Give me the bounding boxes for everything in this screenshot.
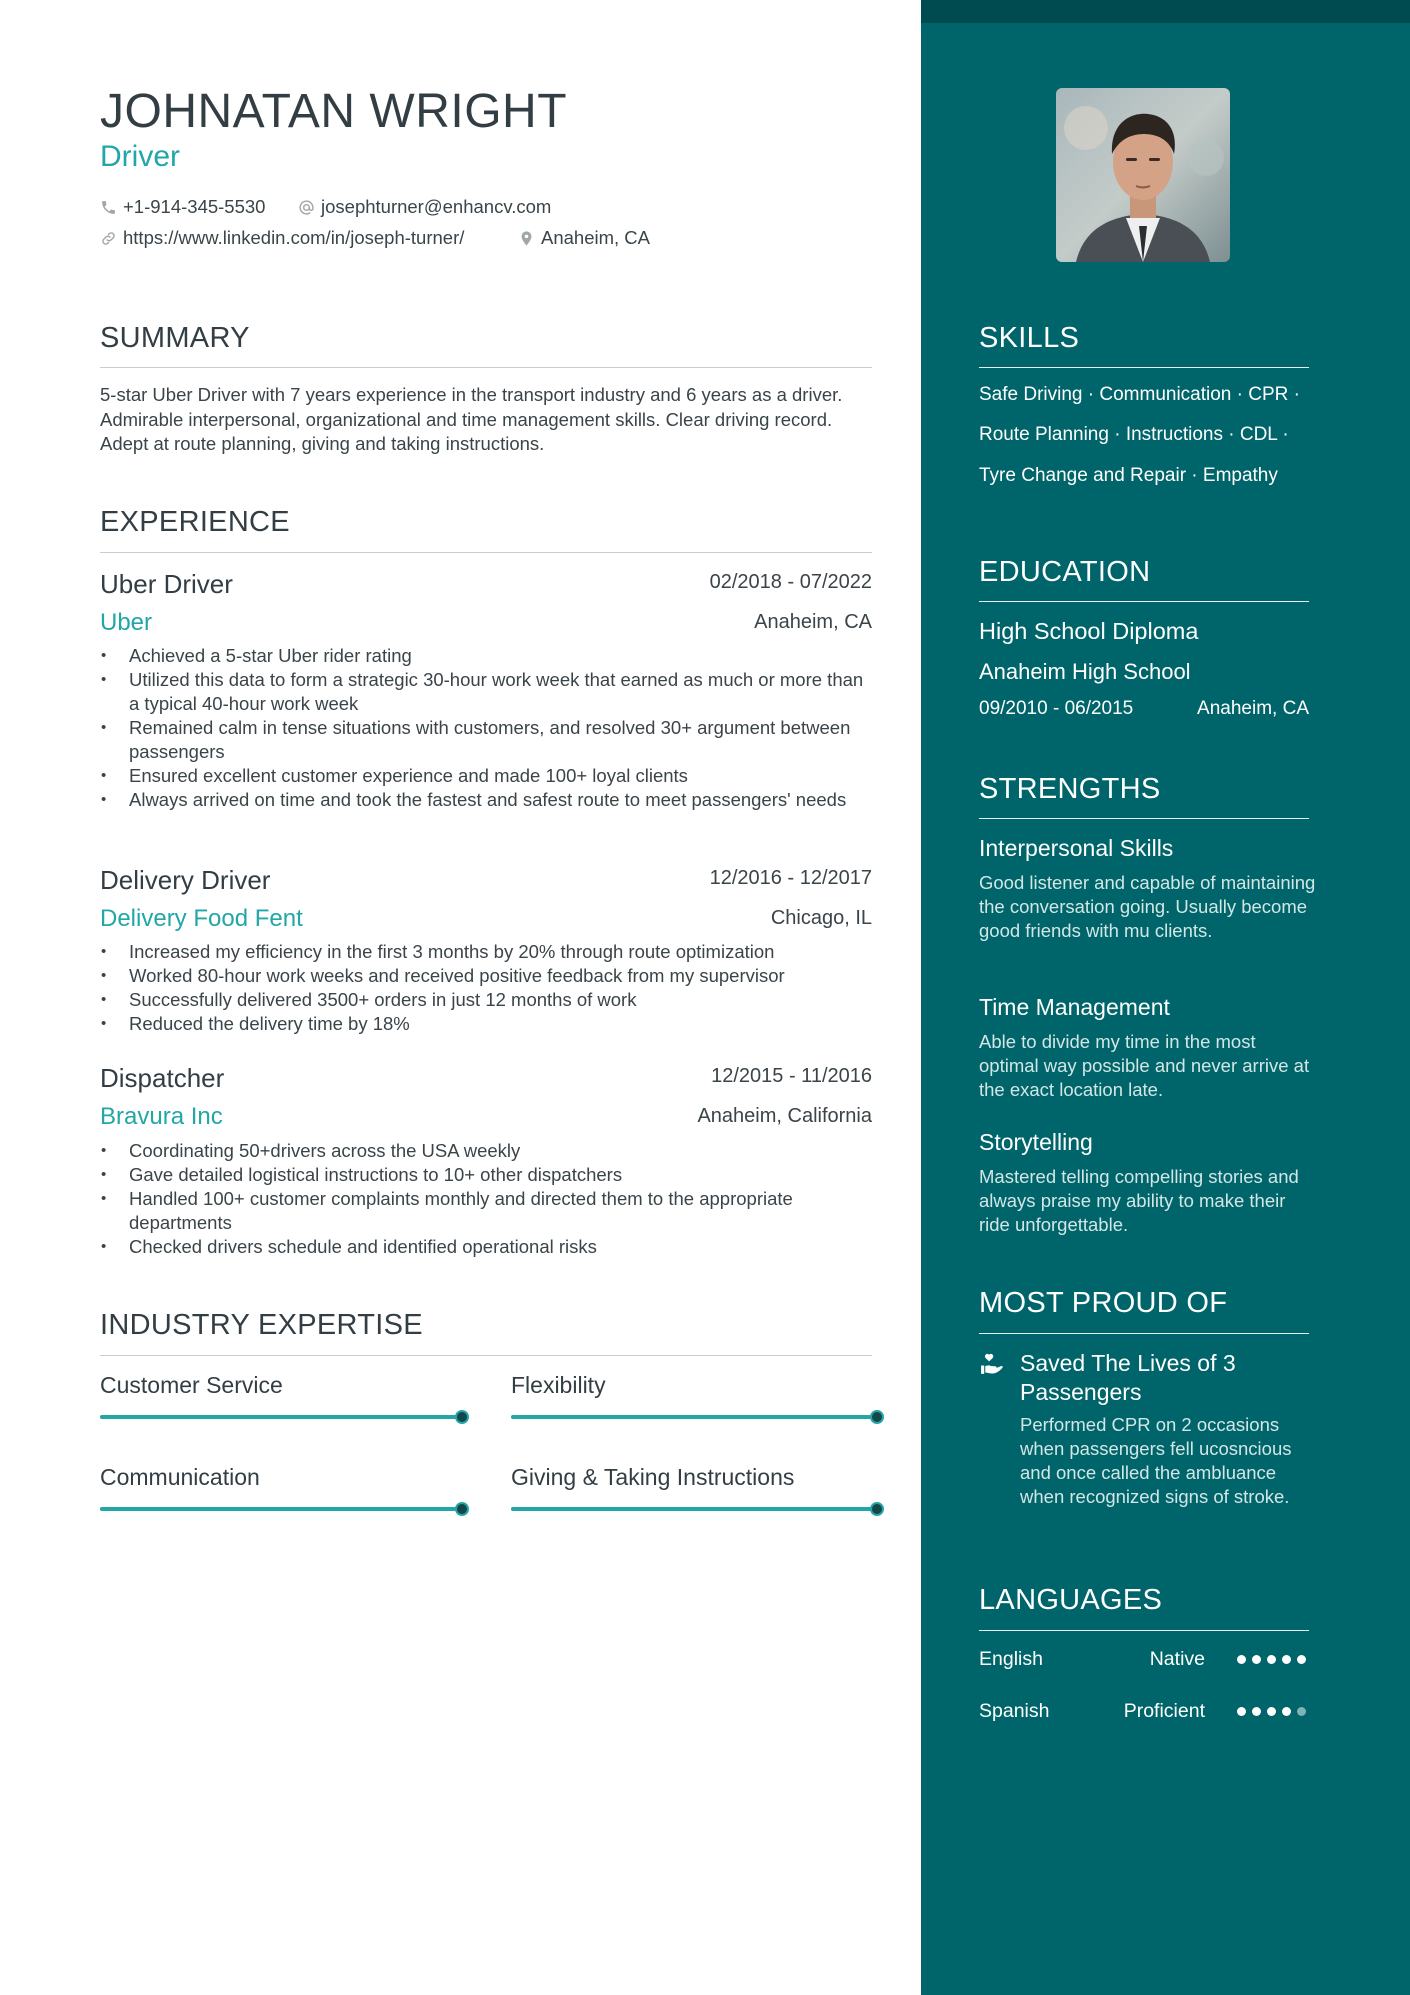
proud-heading: MOST PROUD OF [979,1287,1228,1319]
job-dates: 02/2018 - 07/2022 [709,571,872,593]
sidebar-top-band [921,0,1410,23]
profile-photo [1056,88,1230,262]
expertise-bar [511,1415,877,1419]
job-bullets [100,1139,875,1259]
expertise-label: Flexibility [511,1372,606,1398]
rating-dot [1237,1707,1246,1716]
link-icon [100,230,117,247]
skills-line: Safe Driving · Communication · CPR · [979,384,1300,405]
expertise-bar [100,1415,462,1419]
strength-description: Mastered telling compelling stories and always praise my ability to make their ride unforgettable. [979,1166,1299,1235]
expertise-heading: INDUSTRY EXPERTISE [100,1309,423,1341]
rating-dot [1297,1655,1306,1664]
expertise-bar-knob [455,1502,469,1516]
phone-number: +1-914-345-5530 [123,196,266,217]
job-title: Uber Driver [100,569,233,599]
at-icon [298,199,315,216]
summary-divider [100,367,872,368]
education-dates: 09/2010 - 06/2015 [979,698,1134,719]
rating-dot [1252,1707,1261,1716]
rating-dot [1267,1707,1276,1716]
education-degree: High School Diploma [979,618,1199,644]
hand-heart-icon [979,1352,1004,1377]
job-bullet: • Remained calm in tense situations with customers, and resolved 30+ argument between passengers [100,716,875,764]
contact-location [518,227,650,249]
strength-title: Storytelling [979,1129,1093,1155]
language-rating [1237,1707,1306,1716]
experience-divider [100,552,872,553]
profile-photo-image [1056,88,1230,262]
summary-text: 5-star Uber Driver with 7 years experience in the transport industry and 6 years as a driver. Admirable interpersonal, organizational and time management skills. Clear driving record. Adept at route planning, giving and taking instructions. [100,384,843,454]
job-bullet: • Worked 80-hour work weeks and received positive feedback from my supervisor [100,964,875,988]
job-bullet: • Successfully delivered 3500+ orders in just 12 months of work [100,988,875,1012]
job-bullets [100,940,875,1036]
rating-dot [1267,1655,1276,1664]
strengths-divider [979,818,1309,819]
expertise-label: Customer Service [100,1372,283,1398]
strengths-heading: STRENGTHS [979,773,1161,805]
job-bullet: • Utilized this data to form a strategic 30-hour work week that earned as much or more than a typical 40-hour work week [100,668,875,716]
expertise-bar-knob [870,1502,884,1516]
education-heading: EDUCATION [979,556,1151,588]
rating-dot [1282,1707,1291,1716]
rating-dot [1237,1655,1246,1664]
job-title: Delivery Driver [100,865,271,895]
strength-description: Able to divide my time in the most optimal way possible and never arrive at the exact location late. [979,1031,1310,1100]
job-company: Uber [100,609,153,636]
job-company: Bravura Inc [100,1103,223,1130]
skills-heading: SKILLS [979,322,1080,354]
candidate-role: Driver [100,140,180,173]
language-level: Native [1149,1648,1205,1670]
job-bullet: • Checked drivers schedule and identified operational risks [100,1235,875,1259]
email-address: josephturner@enhancv.com [321,196,552,217]
job-location: Anaheim, CA [754,611,872,633]
job-location: Anaheim, California [697,1105,872,1127]
linkedin-url: https://www.linkedin.com/in/joseph-turner/ [123,227,465,248]
job-location: Chicago, IL [770,907,872,929]
job-bullet: • Gave detailed logistical instructions to 10+ other dispatchers [100,1163,875,1187]
strength-description: Good listener and capable of maintaining the conversation going. Usually become good friends with mu clients. [979,872,1316,941]
summary-heading: SUMMARY [100,322,250,354]
education-school: Anaheim High School [979,659,1191,684]
expertise-divider [100,1355,872,1356]
education-location: Anaheim, CA [1197,698,1309,719]
job-bullet: • Reduced the delivery time by 18% [100,1012,875,1036]
language-rating [1237,1655,1306,1664]
contact-phone[interactable] [100,196,265,218]
job-dates: 12/2016 - 12/2017 [709,867,872,889]
expertise-bar [511,1507,877,1511]
job-bullet: • Handled 100+ customer complaints monthly and directed them to the appropriate departments [100,1187,875,1235]
strength-title: Interpersonal Skills [979,835,1174,861]
location-text: Anaheim, CA [541,227,650,248]
education-divider [979,601,1309,602]
language-name: Spanish [979,1700,1050,1722]
skills-line: Tyre Change and Repair · Empathy [979,465,1278,486]
experience-heading: EXPERIENCE [100,506,290,538]
contact-email[interactable] [298,196,551,218]
skills-line: Route Planning · Instructions · CDL · [979,424,1289,445]
language-level: Proficient [1123,1700,1205,1722]
expertise-bar-knob [455,1410,469,1424]
job-bullet: • Increased my efficiency in the first 3 months by 20% through route optimization [100,940,875,964]
job-title: Dispatcher [100,1063,225,1093]
job-bullet: • Always arrived on time and took the fastest and safest route to meet passengers' needs [100,788,875,812]
expertise-label: Communication [100,1464,260,1490]
expertise-bar-fill [511,1415,877,1419]
expertise-bar-knob [870,1410,884,1424]
location-pin-icon [518,230,535,247]
phone-icon [100,199,117,216]
job-company: Delivery Food Fent [100,905,303,932]
expertise-label: Giving & Taking Instructions [511,1464,795,1490]
expertise-bar-fill [100,1415,462,1419]
expertise-bar [100,1507,462,1511]
skills-divider [979,367,1309,368]
candidate-name: JOHNATAN WRIGHT [100,85,568,138]
job-bullet: • Achieved a 5-star Uber rider rating [100,644,875,668]
strength-title: Time Management [979,994,1170,1020]
proud-item-title: Saved The Lives of 3 Passengers [1020,1350,1236,1405]
rating-dot [1252,1655,1261,1664]
languages-divider [979,1630,1309,1631]
rating-dot [1282,1655,1291,1664]
job-bullet: • Ensured excellent customer experience and made 100+ loyal clients [100,764,875,788]
proud-item-description: Performed CPR on 2 occasions when passengers fell ucosncious and once called the ambluance when recognized signs of stroke. [1020,1414,1292,1507]
expertise-bar-fill [100,1507,462,1511]
language-name: English [979,1648,1043,1670]
job-dates: 12/2015 - 11/2016 [711,1065,872,1087]
contact-linkedin[interactable] [100,227,464,249]
job-bullet: • Coordinating 50+drivers across the USA weekly [100,1139,875,1163]
job-bullets [100,644,875,812]
languages-heading: LANGUAGES [979,1584,1163,1616]
expertise-bar-fill [511,1507,877,1511]
proud-divider [979,1333,1309,1334]
rating-dot [1297,1707,1306,1716]
